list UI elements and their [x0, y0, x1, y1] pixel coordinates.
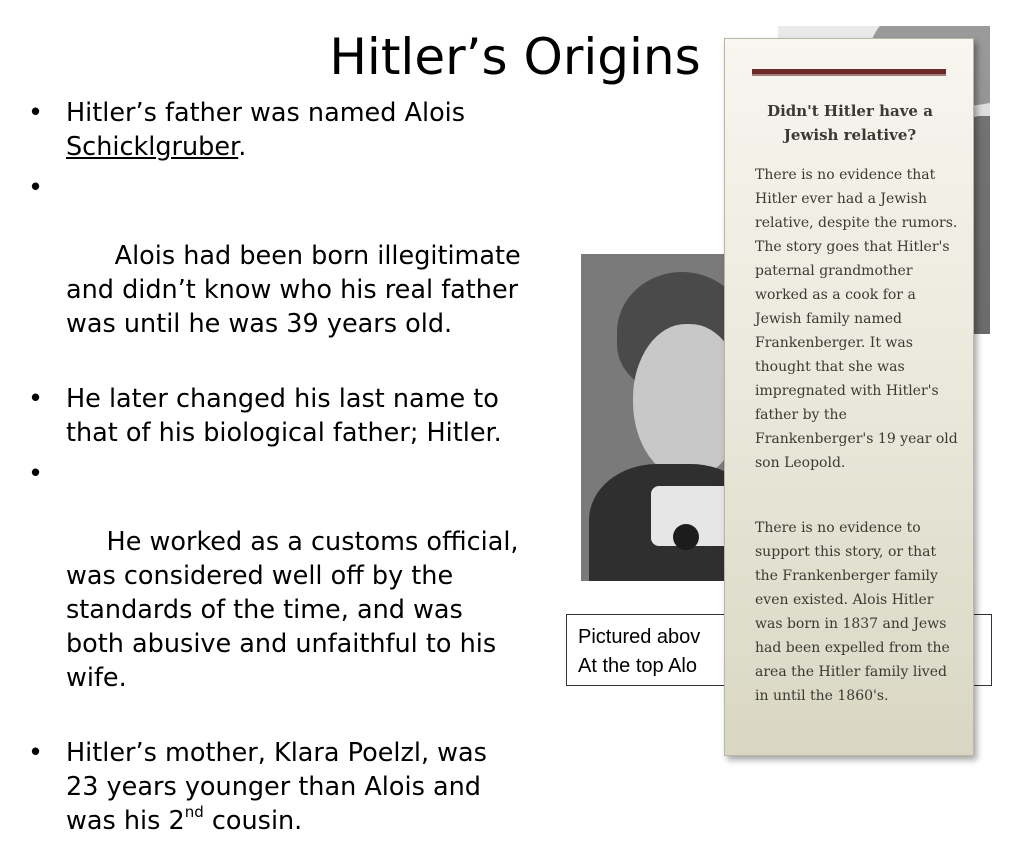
- sidebar-paragraph: There is no evidence to support this story, or that the Frankenberger family even existed. Alois Hitler was born in 1837 and Jews had been expelled from the area the Hitler family lived in until the 1860's.: [755, 520, 950, 704]
- bullet-text-end: .: [238, 132, 247, 162]
- sidebar-heading: Didn't Hitler have a Jewish relative?: [767, 102, 933, 144]
- superscript-ordinal: nd: [184, 803, 204, 821]
- bullet-dot: •: [28, 98, 44, 128]
- bullet-text-end: cousin.: [203, 806, 303, 836]
- bullet-text: He later changed his last name to that of his biological father; Hitler.: [66, 384, 502, 448]
- bullet-list: [22, 96, 529, 845]
- underlined-name: Schicklgruber: [66, 132, 239, 162]
- bullet-item: [22, 457, 527, 729]
- klara-photo: [581, 254, 741, 581]
- slide-title: Hitler’s Origins: [329, 28, 701, 86]
- bullet-item: [22, 171, 529, 375]
- sidebar-paragraph: There is no evidence that Hitler ever had a Jewish relative, despite the rumors. The story goes that Hitler's paternal grandmother worked as a cook for a Jewish family named Frankenberger. It was thought that she was impregnated with Hitler's father by the Frankenberger's 19 year old son Leopold.: [755, 167, 958, 471]
- photo-brooch: [673, 524, 699, 550]
- bullet-dot: •: [28, 459, 44, 489]
- bullet-dot: •: [28, 384, 44, 414]
- caption-line: Pictured abov: [578, 626, 701, 648]
- bullet-dot: •: [28, 738, 44, 768]
- bullet-item: [22, 736, 522, 838]
- bullet-text: Hitler’s father was named Alois: [66, 98, 466, 128]
- sidebar-rule: [752, 69, 946, 76]
- bullet-text: Hitler’s mother, Klara Poelzl, was 23 years younger than Alois and was his 2: [66, 738, 487, 836]
- bullet-item: [22, 382, 522, 450]
- bullet-text: Alois had been born illegitimate and didn’t know who his real father was until he was 39 years old.: [66, 241, 529, 339]
- bullet-text: He worked as a customs official, was considered well off by the standards of the time, and was both abusive and unfaithful to his wife.: [66, 527, 527, 693]
- sidebar-card: [724, 38, 974, 756]
- bullet-item: [22, 96, 522, 164]
- caption-line: At the top Alo: [578, 655, 697, 677]
- bullet-dot: •: [28, 173, 44, 203]
